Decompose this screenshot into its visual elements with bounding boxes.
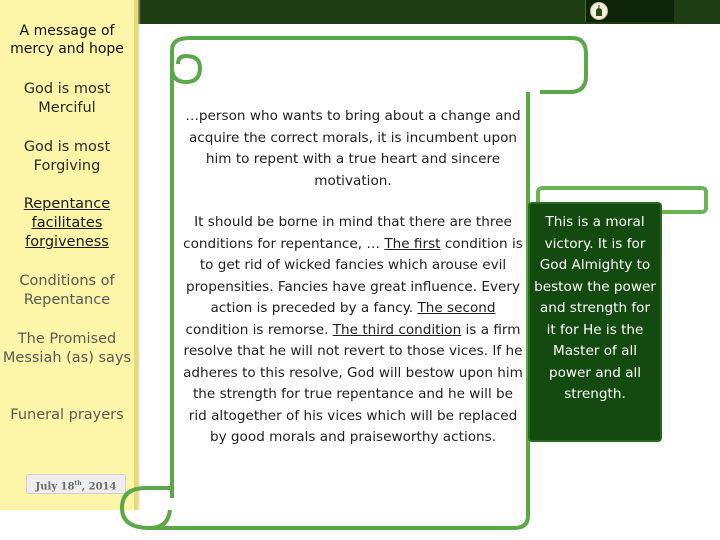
sidebar-item-merciful[interactable]: God is most Merciful [23, 81, 111, 116]
sidebar-title: A message of mercy and hope [10, 23, 124, 57]
first-condition-label: The first [384, 235, 441, 252]
callout-text: This is a moral victory. It is for God Almighty to bestow the power and strength for it for He is the Master of all power and all strength. [534, 214, 656, 402]
sidebar-item-forgiving[interactable]: God is most Forgiving [23, 139, 111, 174]
date-badge: July 18th, 2014 [26, 474, 126, 494]
scroll-paragraph-intro: …person who wants to bring about a change and acquire the correct morals, it is incumbent upon him to repent with a true heart and sincere motivation. [185, 108, 521, 189]
second-condition-label: The second [417, 300, 496, 316]
scroll-paragraph-conditions: It should be borne in mind that there are three conditions for repentance, … The first condition is to get rid of wicked fancies which arouse evil propensities. Fancies have great influence. Every action is preceded by a fancy. The second condition is remorse. The third condition is a firm resolve that he will not revert to those vices. If he adheres to this resolve, God will bestow upon him the strength for true repentance and he will be rid altogether of his vices which will be replaced by good morals and praiseworthy actions. [183, 214, 523, 445]
third-condition-label: The third condition [332, 321, 462, 338]
sidebar-item-repentance[interactable]: Repentance facilitates forgiveness [23, 196, 111, 250]
sidebar-item-conditions[interactable]: Conditions of Repentance [19, 273, 115, 308]
sidebar-item-funeral-prayers[interactable]: Funeral prayers [10, 407, 124, 423]
sidebar-item-promised-messiah[interactable]: The Promised Messiah (as) says [2, 331, 132, 366]
